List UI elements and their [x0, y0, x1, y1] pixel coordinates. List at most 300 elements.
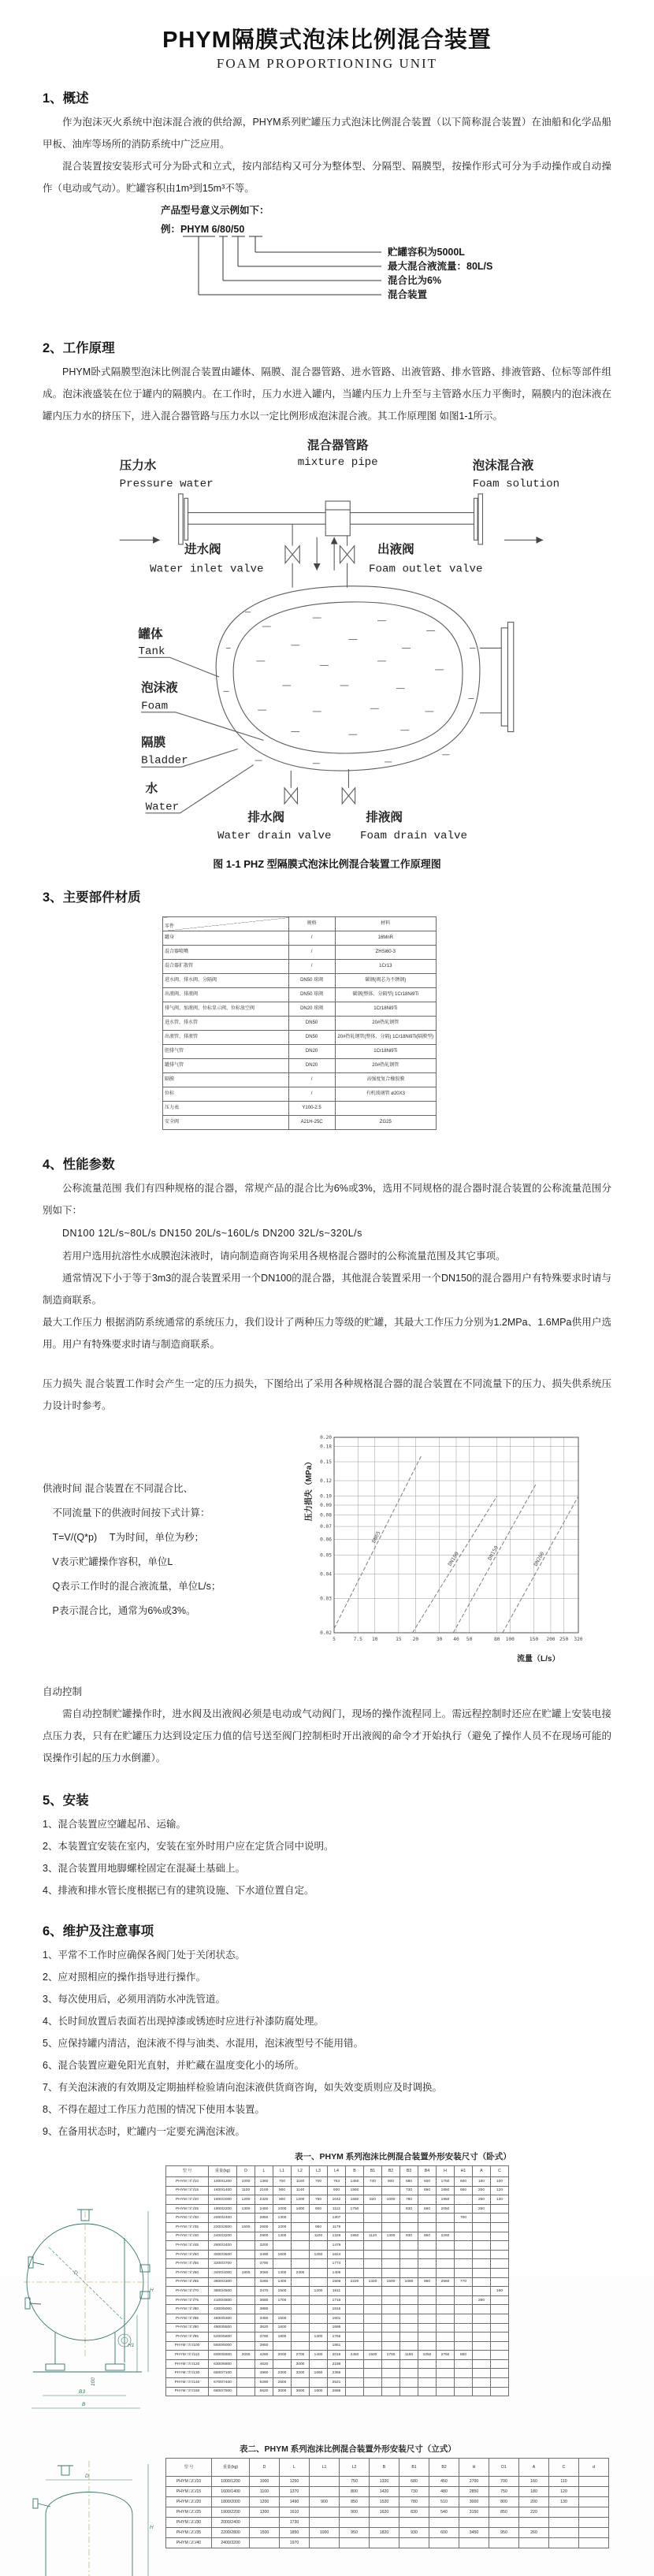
- cell: [418, 2268, 437, 2277]
- cell: [549, 2538, 579, 2548]
- cell: 600: [418, 2177, 437, 2187]
- cell: 900: [340, 2507, 370, 2518]
- section-5-heading: 5、安装: [43, 1794, 89, 1808]
- cell: 1506: [328, 2277, 346, 2287]
- table-row: [166, 2177, 509, 2187]
- cell: PHYM □/□/25: [166, 2507, 212, 2518]
- cell: 1100: [250, 2487, 280, 2497]
- cell: 4280: [255, 2351, 273, 2360]
- cell: [491, 2333, 509, 2342]
- foam-fill-marks: [223, 612, 475, 764]
- model-intro: 产品型号意义示例如下：: [161, 205, 269, 216]
- cell: [437, 2314, 455, 2323]
- cell: /: [288, 1073, 335, 1087]
- cell: 1600: [292, 2204, 310, 2214]
- svg-text:流量（L/s）: 流量（L/s）: [517, 1655, 560, 1663]
- cell: 1300: [273, 2232, 292, 2241]
- svg-text:10: 10: [371, 1637, 378, 1642]
- cell: PHYM □/□/130: [166, 2369, 209, 2378]
- cell: [340, 2518, 370, 2528]
- svg-text:200: 200: [546, 1637, 556, 1642]
- cell: [437, 2268, 455, 2277]
- text-line: 2、本装置宜安装在室内，安装在室外时用户应在定货合同中说明。: [43, 1841, 334, 1852]
- table-row: [166, 2204, 509, 2214]
- svg-text:DN150: DN150: [486, 1544, 500, 1562]
- cell: PHYM □/□/40: [166, 2232, 209, 2241]
- cell: [455, 2369, 473, 2378]
- cell: 950: [489, 2528, 519, 2538]
- cell: 700: [310, 2177, 328, 2187]
- cell: 750: [310, 2195, 328, 2205]
- header-cell: C: [549, 2459, 579, 2477]
- svg-text:DN200: DN200: [532, 1550, 546, 1567]
- dim-H1: H1: [128, 2343, 135, 2348]
- cell: 1300: [382, 2232, 400, 2241]
- cell: [455, 2204, 473, 2214]
- label-foam-solution-zh: 泡沫混合液: [472, 459, 534, 473]
- cell: [437, 2241, 455, 2251]
- cell: [400, 2214, 418, 2223]
- cell: [364, 2295, 382, 2305]
- cell: [364, 2214, 382, 2223]
- cell: 180: [519, 2487, 549, 2497]
- cell: [418, 2369, 437, 2378]
- cell: 压力表: [163, 1102, 289, 1116]
- cell: [292, 2314, 310, 2323]
- cell: [455, 2359, 473, 2369]
- cell: [382, 2333, 400, 2342]
- svg-text:20: 20: [412, 1637, 419, 1642]
- cell: [382, 2295, 400, 2305]
- cell: [579, 2497, 609, 2507]
- cell: 混合器喷嘴: [163, 946, 289, 960]
- cell: 2400/3200: [209, 2232, 237, 2241]
- table-row: [166, 2195, 509, 2205]
- label-mixture-pipe-en: mixture pipe: [297, 456, 378, 470]
- cell: 1800: [273, 2333, 292, 2342]
- svg-text:80: 80: [493, 1637, 500, 1642]
- cell: 1479: [328, 2241, 346, 2251]
- cell: 1730: [280, 2518, 310, 2528]
- cell: [491, 2323, 509, 2333]
- cell: [473, 2387, 491, 2396]
- cell: PHYM □/□/80: [166, 2305, 209, 2314]
- label-mixture-pipe-zh: 混合器管路: [307, 439, 369, 453]
- text-line: PHYM卧式隔膜型泡沫比例混合装置由罐体、隔膜、混合器管路、进水管路、出液管路、排水管路、排液管路、位标等部件组成。泡沫液盛装在位于罐内的隔膜内。在工作时，压力水进入罐内，当罐内压力上升至与主管路水压力平衡时，隔膜内的泡沫液在罐内压力水的挤压下，进入混合器管路与压力水以一定比例形成泡沫混合液。其工作原理图 如图1-1所示。: [43, 366, 611, 422]
- text-line: 9、在备用状态时，贮罐内一定要充满泡沫液。: [43, 2126, 245, 2137]
- cell: 820: [364, 2195, 382, 2205]
- cell: 2800/3400: [209, 2241, 237, 2251]
- cell: 1750: [346, 2204, 364, 2214]
- cell: 1120: [364, 2232, 382, 2241]
- table-row: [166, 2277, 509, 2287]
- cell: 出液管、排液管: [163, 1031, 289, 1045]
- cell: PHYM □/□/40: [166, 2538, 212, 2548]
- cell: [400, 2387, 418, 2396]
- table2-block: [22, 2458, 611, 2576]
- cell: 1250: [310, 2250, 328, 2259]
- header-cell: D1: [489, 2459, 519, 2477]
- cell: [437, 2378, 455, 2388]
- section-4-heading: 4、性能参数: [43, 1158, 115, 1172]
- cell: [310, 2487, 340, 2497]
- table1-block: [22, 2165, 611, 2416]
- svg-text:0.06: 0.06: [320, 1537, 332, 1543]
- cell: [346, 2314, 364, 2323]
- cell: 3470: [255, 2287, 273, 2296]
- cell: [455, 2295, 473, 2305]
- cell: 1450: [346, 2177, 364, 2187]
- cell: [437, 2333, 455, 2342]
- model-number-figure: [43, 199, 594, 318]
- table-row: [166, 2351, 509, 2360]
- label-foam-drain-en: Foam drain valve: [360, 829, 467, 842]
- svg-text:0.12: 0.12: [320, 1478, 332, 1485]
- cell: 2686: [328, 2387, 346, 2396]
- cell: 130: [549, 2497, 579, 2507]
- cell: 1650: [310, 2369, 328, 2378]
- cell: PHYM □/□/150: [166, 2387, 209, 2396]
- cell: 1610: [280, 2507, 310, 2518]
- header-cell: B4: [418, 2166, 437, 2177]
- label-inlet-valve-en: Water inlet valve: [150, 563, 264, 576]
- cell: PHYM □/□/65: [166, 2277, 209, 2287]
- cell: 740: [364, 2177, 382, 2187]
- cell: [491, 2369, 509, 2378]
- cell: 900: [310, 2497, 340, 2507]
- cell: [473, 2277, 491, 2287]
- table2-caption: 表二、PHYM 系列泡沫比例混合装置外形安装尺寸（立式）: [240, 2444, 456, 2454]
- cell: 3800/4500: [209, 2287, 237, 2296]
- text-line: 5、应保持罐内清洁，泡沫液不得与油类、水混用，泡沫液型号不能用错。: [43, 2038, 363, 2049]
- pressure-loss-chart: [303, 1429, 586, 1666]
- cell: [400, 2259, 418, 2269]
- svg-text:DN100: DN100: [446, 1550, 460, 1567]
- vertical-tank-drawing: [22, 2458, 156, 2576]
- cell: 1900: [310, 2387, 328, 2396]
- cell: 1600/1400: [209, 2186, 237, 2195]
- cell: [382, 2204, 400, 2214]
- cell: [473, 2268, 491, 2277]
- table-row: [166, 2477, 609, 2487]
- cell: 位标: [163, 1087, 289, 1102]
- cell: 1750: [437, 2177, 455, 2187]
- cell: PHYM □/□/75: [166, 2295, 209, 2305]
- cell: [473, 2259, 491, 2269]
- cell: 450: [429, 2477, 459, 2487]
- text-line: V表示贮罐操作容积，单位L: [43, 1556, 173, 1567]
- cell: 罐排气管: [163, 1059, 289, 1073]
- cell: 3000: [459, 2497, 489, 2507]
- cell: 1816: [328, 2305, 346, 2314]
- cell: DN20 球阀: [288, 1002, 335, 1017]
- cell: [491, 2351, 509, 2360]
- cell: 有机玻璃管 ø20X3: [335, 1087, 436, 1102]
- horizontal-tank-drawing: [22, 2165, 156, 2416]
- cell: 280: [473, 2295, 491, 2305]
- cell: [418, 2305, 437, 2314]
- header-cell: L3: [310, 2166, 328, 2177]
- performance-p4: 最大工作压力 根据消防系统通常的系统压力，我们设计了两种压力等级的贮罐，其最大工作压力分别为1.2MPa、1.6MPa供用户选用。用户有特殊要求时请与制造商联系。: [43, 1317, 611, 1350]
- table-row: [163, 974, 437, 988]
- cell: 3680: [255, 2295, 273, 2305]
- cell: 120: [549, 2487, 579, 2497]
- svg-text:150: 150: [529, 1637, 539, 1642]
- cell: [346, 2333, 364, 2342]
- cell: 1307: [328, 2214, 346, 2223]
- cell: 730: [400, 2186, 418, 2195]
- cell: 100: [491, 2177, 509, 2187]
- cell: PHYM □/□/55: [166, 2259, 209, 2269]
- cell: 1100: [292, 2177, 310, 2187]
- cell: [292, 2214, 310, 2223]
- cell: [400, 2250, 418, 2259]
- cell: [310, 2259, 328, 2269]
- cell: [364, 2387, 382, 2396]
- manhole-flange: [501, 628, 507, 726]
- cell: 1650: [346, 2195, 364, 2205]
- section-2-heading: 2、工作原理: [43, 341, 115, 355]
- cell: 1490: [280, 2497, 310, 2507]
- cell: 1000: [273, 2222, 292, 2232]
- dim-D: D: [74, 2270, 78, 2276]
- cell: 180: [473, 2177, 491, 2187]
- table-row: [163, 960, 437, 974]
- cell: [364, 2314, 382, 2323]
- cell: DN50: [288, 1017, 335, 1031]
- table-row: [166, 2507, 609, 2518]
- cell: [491, 2305, 509, 2314]
- cell: [364, 2204, 382, 2214]
- label-water-drain-en: Water drain valve: [217, 829, 332, 842]
- cell: [437, 2295, 455, 2305]
- cell: [400, 2341, 418, 2351]
- cell: 900: [273, 2195, 292, 2205]
- cell: 1900/2200: [212, 2507, 250, 2518]
- cell: 安全阀: [163, 1116, 289, 1130]
- label-water-zh: 水: [145, 782, 158, 796]
- cell: [346, 2341, 364, 2351]
- cell: PHYM □/□/10: [166, 2177, 209, 2187]
- cell: [455, 2333, 473, 2342]
- parts-table-header: [163, 917, 437, 931]
- cell: [310, 2477, 340, 2487]
- cell: [491, 2277, 509, 2287]
- cell: 3600: [292, 2387, 310, 2396]
- cell: 4960: [255, 2369, 273, 2378]
- cell: 780: [399, 2497, 429, 2507]
- svg-text:40: 40: [453, 1637, 459, 1642]
- cell: 2400/3200: [212, 2538, 250, 2548]
- cell: 1300: [273, 2268, 292, 2277]
- table-row: [166, 2295, 509, 2305]
- cell: 1250: [280, 2477, 310, 2487]
- cell: [455, 2250, 473, 2259]
- cell: [382, 2314, 400, 2323]
- cell: PHYM □/□/15: [166, 2186, 209, 2195]
- cell: DN20: [288, 1045, 335, 1059]
- cell: 1000: [250, 2477, 280, 2487]
- header-cell: C: [491, 2166, 509, 2177]
- table-row: [166, 2314, 509, 2323]
- cell: 680: [418, 2204, 437, 2214]
- cell: 3200: [255, 2241, 273, 2251]
- cell: [418, 2378, 437, 2388]
- cell: 1765: [328, 2333, 346, 2342]
- cell: 3150: [459, 2507, 489, 2518]
- cell: [491, 2241, 509, 2251]
- cell: [418, 2287, 437, 2296]
- model-callout-volume: 贮罐容积为5000L: [388, 247, 465, 258]
- cell: [455, 2259, 473, 2269]
- cell: 1320: [370, 2477, 399, 2487]
- cell: [273, 2305, 292, 2314]
- supply-time-and-chart: [43, 1429, 611, 1670]
- table-row: [166, 2333, 509, 2342]
- cell: 1500: [364, 2351, 382, 2360]
- cell: [455, 2268, 473, 2277]
- label-foam-en: Foam: [141, 700, 169, 713]
- cell: 2100: [255, 2186, 273, 2195]
- cell: 830: [399, 2507, 429, 2518]
- cell: [418, 2323, 437, 2333]
- cell: [437, 2359, 455, 2369]
- svg-text:0.18: 0.18: [320, 1444, 332, 1450]
- table-row: [166, 2387, 509, 2396]
- text-line: 1、平常不工作时应确保各阀门处于关闭状态。: [43, 1950, 245, 1961]
- cell: ZHSi60-3: [335, 946, 436, 960]
- cell: 830: [400, 2204, 418, 2214]
- cell: [473, 2214, 491, 2223]
- cell: 1000: [273, 2204, 292, 2214]
- cell: [400, 2314, 418, 2323]
- table-row: [163, 1102, 437, 1116]
- cell: [400, 2323, 418, 2333]
- doc-subtitle: FOAM PROPORTIONING UNIT: [216, 56, 438, 71]
- label-pressure-water-zh: 压力水: [119, 459, 157, 473]
- cell: 4300/5000: [209, 2305, 237, 2314]
- svg-text:0.09: 0.09: [320, 1503, 332, 1509]
- cell: 2200/2800: [209, 2222, 237, 2232]
- cell: 900: [310, 2204, 328, 2214]
- header-cell: B3: [400, 2166, 418, 2177]
- cell: [346, 2222, 364, 2232]
- cell: 1550: [346, 2186, 364, 2195]
- cell: 200: [519, 2497, 549, 2507]
- cell: 680: [400, 2177, 418, 2187]
- cell: [455, 2323, 473, 2333]
- outlet-valve-symbol: [340, 546, 354, 563]
- left-flange: [179, 494, 183, 545]
- table-row: [163, 1073, 437, 1087]
- cell: 750: [489, 2487, 519, 2497]
- cell: [382, 2250, 400, 2259]
- cell: [473, 2323, 491, 2333]
- text-line: Q表示工作时的混合液流量，单位L/s；: [43, 1581, 221, 1592]
- header-cell: B2: [382, 2166, 400, 2177]
- cell: 1950: [346, 2232, 364, 2241]
- model-example: 例：PHYM 6/80/50: [161, 224, 245, 235]
- cell: 2500: [273, 2378, 292, 2388]
- text-line: 不同流量下的供液时间按下式计算：: [43, 1507, 210, 1518]
- cell: 950: [310, 2222, 328, 2232]
- cell: 1800: [237, 2268, 255, 2277]
- tank-outline: [216, 586, 480, 771]
- cell: [473, 2232, 491, 2241]
- cell: 1851: [328, 2341, 346, 2351]
- cell: [455, 2378, 473, 2388]
- table-row: [166, 2241, 509, 2251]
- cell: 600: [429, 2528, 459, 2538]
- table-row: [166, 2487, 609, 2497]
- label-pressure-water-en: Pressure water: [119, 478, 214, 491]
- cell: [310, 2314, 328, 2323]
- cell: [273, 2359, 292, 2369]
- cell: [292, 2295, 310, 2305]
- cell: [437, 2214, 455, 2223]
- cell: 6800/7500: [209, 2387, 237, 2396]
- cell: [310, 2295, 328, 2305]
- table-row: [166, 2259, 509, 2269]
- text-line: 2、应对照相应的操作指导进行操作。: [43, 1972, 206, 1983]
- cell: 850: [489, 2507, 519, 2518]
- cell: 3000: [273, 2387, 292, 2396]
- cell: 730: [399, 2487, 429, 2497]
- cell: 4600/5300: [209, 2314, 237, 2323]
- cell: [459, 2518, 489, 2528]
- cell: 3490: [255, 2250, 273, 2259]
- cell: [382, 2341, 400, 2351]
- cell: 3620: [255, 2323, 273, 2333]
- label-foam-drain-zh: 排液阀: [366, 810, 403, 824]
- text-line: 4、排液和排水管长度根据已有的建筑设施、下水道位置自定。: [43, 1885, 314, 1896]
- cell: [237, 2295, 255, 2305]
- cell: [310, 2507, 340, 2518]
- cell: 1100: [237, 2186, 255, 2195]
- cell: [310, 2518, 340, 2528]
- auto-control-heading: 自动控制: [43, 1686, 83, 1697]
- cell: [455, 2241, 473, 2251]
- cell: 3600/4300: [209, 2277, 237, 2287]
- cell: 20#热轧钢管(整体、分隔) 1Cr18Ni9Ti(隔膜型): [335, 1031, 436, 1045]
- svg-text:0.10: 0.10: [320, 1493, 332, 1500]
- cell: 160: [519, 2477, 549, 2487]
- cell: [418, 2359, 437, 2369]
- cell: [382, 2214, 400, 2223]
- table-row: [163, 1002, 437, 1017]
- table-row: [163, 1031, 437, 1045]
- cell: [491, 2378, 509, 2388]
- cell: PHYM □/□/100: [166, 2341, 209, 2351]
- cell: PHYM □/□/120: [166, 2359, 209, 2369]
- cell: [491, 2387, 509, 2396]
- table-row: [163, 1045, 437, 1059]
- cell: 2356: [328, 2369, 346, 2378]
- cell: [418, 2259, 437, 2269]
- cell: [418, 2387, 437, 2396]
- cell: 2521: [328, 2378, 346, 2388]
- cell: 1300: [250, 2507, 280, 2518]
- dim-H-vertical: H: [150, 2525, 154, 2530]
- cell: 1600: [273, 2323, 292, 2333]
- cell: 260: [473, 2204, 491, 2214]
- cell: 110: [549, 2477, 579, 2487]
- cell: 480: [429, 2487, 459, 2497]
- cell: [400, 2378, 418, 2388]
- section-1-body: [43, 111, 611, 199]
- section-6-heading: 6、维护及注意事项: [43, 1924, 154, 1939]
- svg-text:250: 250: [559, 1637, 569, 1642]
